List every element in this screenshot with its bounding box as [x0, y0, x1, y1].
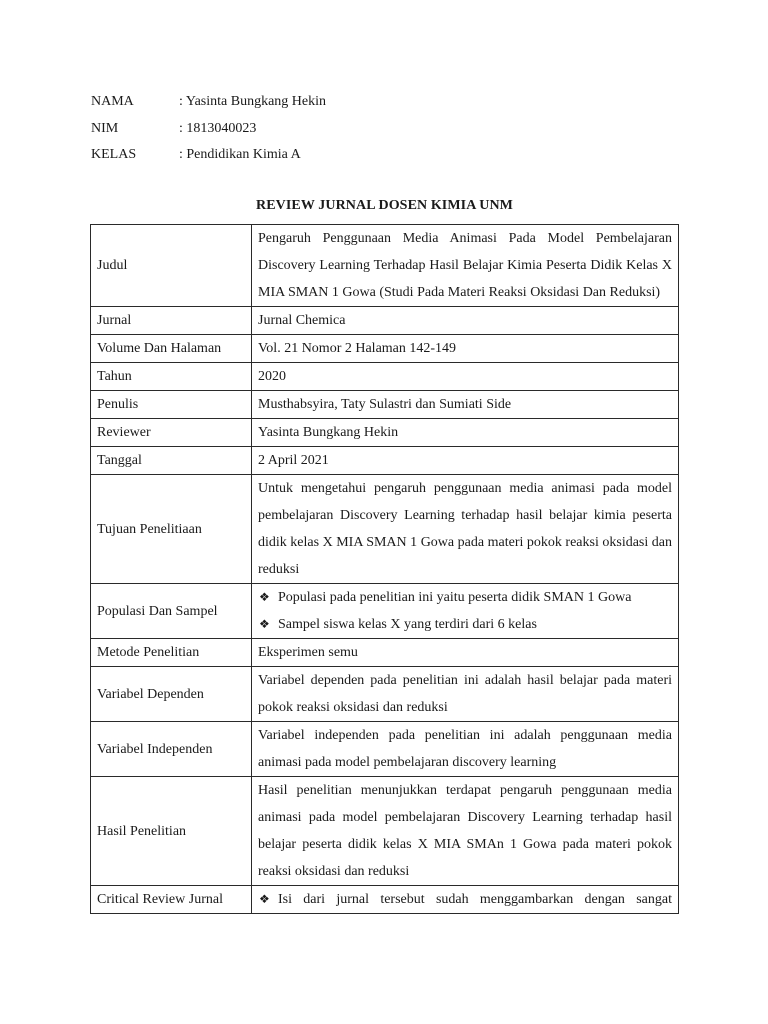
review-table — [90, 224, 679, 914]
row-label: Penulis — [91, 391, 252, 419]
row-value: Musthabsyira, Taty Sulastri dan Sumiati Side — [252, 391, 679, 419]
row-value: Variabel dependen pada penelitian ini adalah hasil belajar pada materi pokok reaksi oksidasi dan reduksi — [252, 667, 679, 722]
row-label: Metode Penelitian — [91, 639, 252, 667]
identity-label: NAMA — [91, 94, 134, 109]
row-label: Critical Review Jurnal — [91, 886, 252, 914]
row-label: Variabel Dependen — [91, 667, 252, 722]
list-item-text: Isi dari jurnal tersebut sudah menggambarkan dengan sangat — [278, 892, 672, 907]
document-title: REVIEW JURNAL DOSEN KIMIA UNM — [255, 198, 513, 213]
identity-value: : Pendidikan Kimia A — [179, 147, 301, 162]
row-label: Tanggal — [91, 447, 252, 475]
row-value: Vol. 21 Nomor 2 Halaman 142-149 — [252, 335, 679, 363]
identity-value: : Yasinta Bungkang Hekin — [179, 94, 326, 109]
list-item — [258, 611, 672, 638]
row-label: Volume Dan Halaman — [91, 335, 252, 363]
row-label: Variabel Independen — [91, 722, 252, 777]
table-row — [91, 584, 679, 639]
row-value: Hasil penelitian menunjukkan terdapat pengaruh penggunaan media animasi pada model pembelajaran Discovery Learning terhadap hasil belajar peserta didik kelas X MIA SMAn 1 Gowa pada materi pokok reaksi oksidasi dan reduksi — [252, 777, 679, 886]
row-value: Eksperimen semu — [252, 639, 679, 667]
table-row — [91, 447, 679, 475]
bullet-list — [258, 886, 672, 913]
table-row — [91, 307, 679, 335]
row-value: 2020 — [252, 363, 679, 391]
identity-label: KELAS — [91, 147, 137, 162]
table-row — [91, 419, 679, 447]
row-label: Judul — [91, 225, 252, 307]
diamond-bullet-icon: ❖ — [259, 617, 270, 631]
row-value: Untuk mengetahui pengaruh penggunaan media animasi pada model pembelajaran Discovery Learning terhadap hasil belajar kimia peserta didik kelas X MIA SMAN 1 Gowa pada materi pokok reaksi oksidasi dan reduksi — [252, 475, 679, 584]
row-label: Hasil Penelitian — [91, 777, 252, 886]
row-value — [252, 886, 679, 914]
row-value: Pengaruh Penggunaan Media Animasi Pada Model Pembelajaran Discovery Learning Terhadap Hasil Belajar Kimia Peserta Didik Kelas X MIA SMAN 1 Gowa (Studi Pada Materi Reaksi Oksidasi Dan Reduksi) — [252, 225, 679, 307]
table-row — [91, 335, 679, 363]
row-value: 2 April 2021 — [252, 447, 679, 475]
diamond-bullet-icon: ❖ — [259, 590, 270, 604]
table-row — [91, 722, 679, 777]
list-item — [258, 584, 672, 611]
row-label: Jurnal — [91, 307, 252, 335]
table-row — [91, 475, 679, 584]
table-row — [91, 391, 679, 419]
list-item — [258, 886, 672, 913]
list-item-text: Populasi pada penelitian ini yaitu peserta didik SMAN 1 Gowa — [278, 590, 632, 605]
table-row — [91, 639, 679, 667]
list-item-text: Sampel siswa kelas X yang terdiri dari 6 kelas — [278, 617, 537, 632]
row-value: Jurnal Chemica — [252, 307, 679, 335]
row-value: Variabel independen pada penelitian ini adalah penggunaan media animasi pada model pembelajaran discovery learning — [252, 722, 679, 777]
identity-value: : 1813040023 — [179, 120, 257, 136]
table-row — [91, 667, 679, 722]
table-row — [91, 363, 679, 391]
row-label: Reviewer — [91, 419, 252, 447]
bullet-list — [258, 584, 672, 638]
row-label: Tahun — [91, 363, 252, 391]
row-label: Tujuan Penelitiaan — [91, 475, 252, 584]
identity-label: NIM — [91, 120, 119, 136]
row-value: Yasinta Bungkang Hekin — [252, 419, 679, 447]
table-row — [91, 886, 679, 914]
table-row — [91, 225, 679, 307]
row-label: Populasi Dan Sampel — [91, 584, 252, 639]
row-value — [252, 584, 679, 639]
table-row — [91, 777, 679, 886]
diamond-bullet-icon: ❖ — [259, 892, 270, 906]
